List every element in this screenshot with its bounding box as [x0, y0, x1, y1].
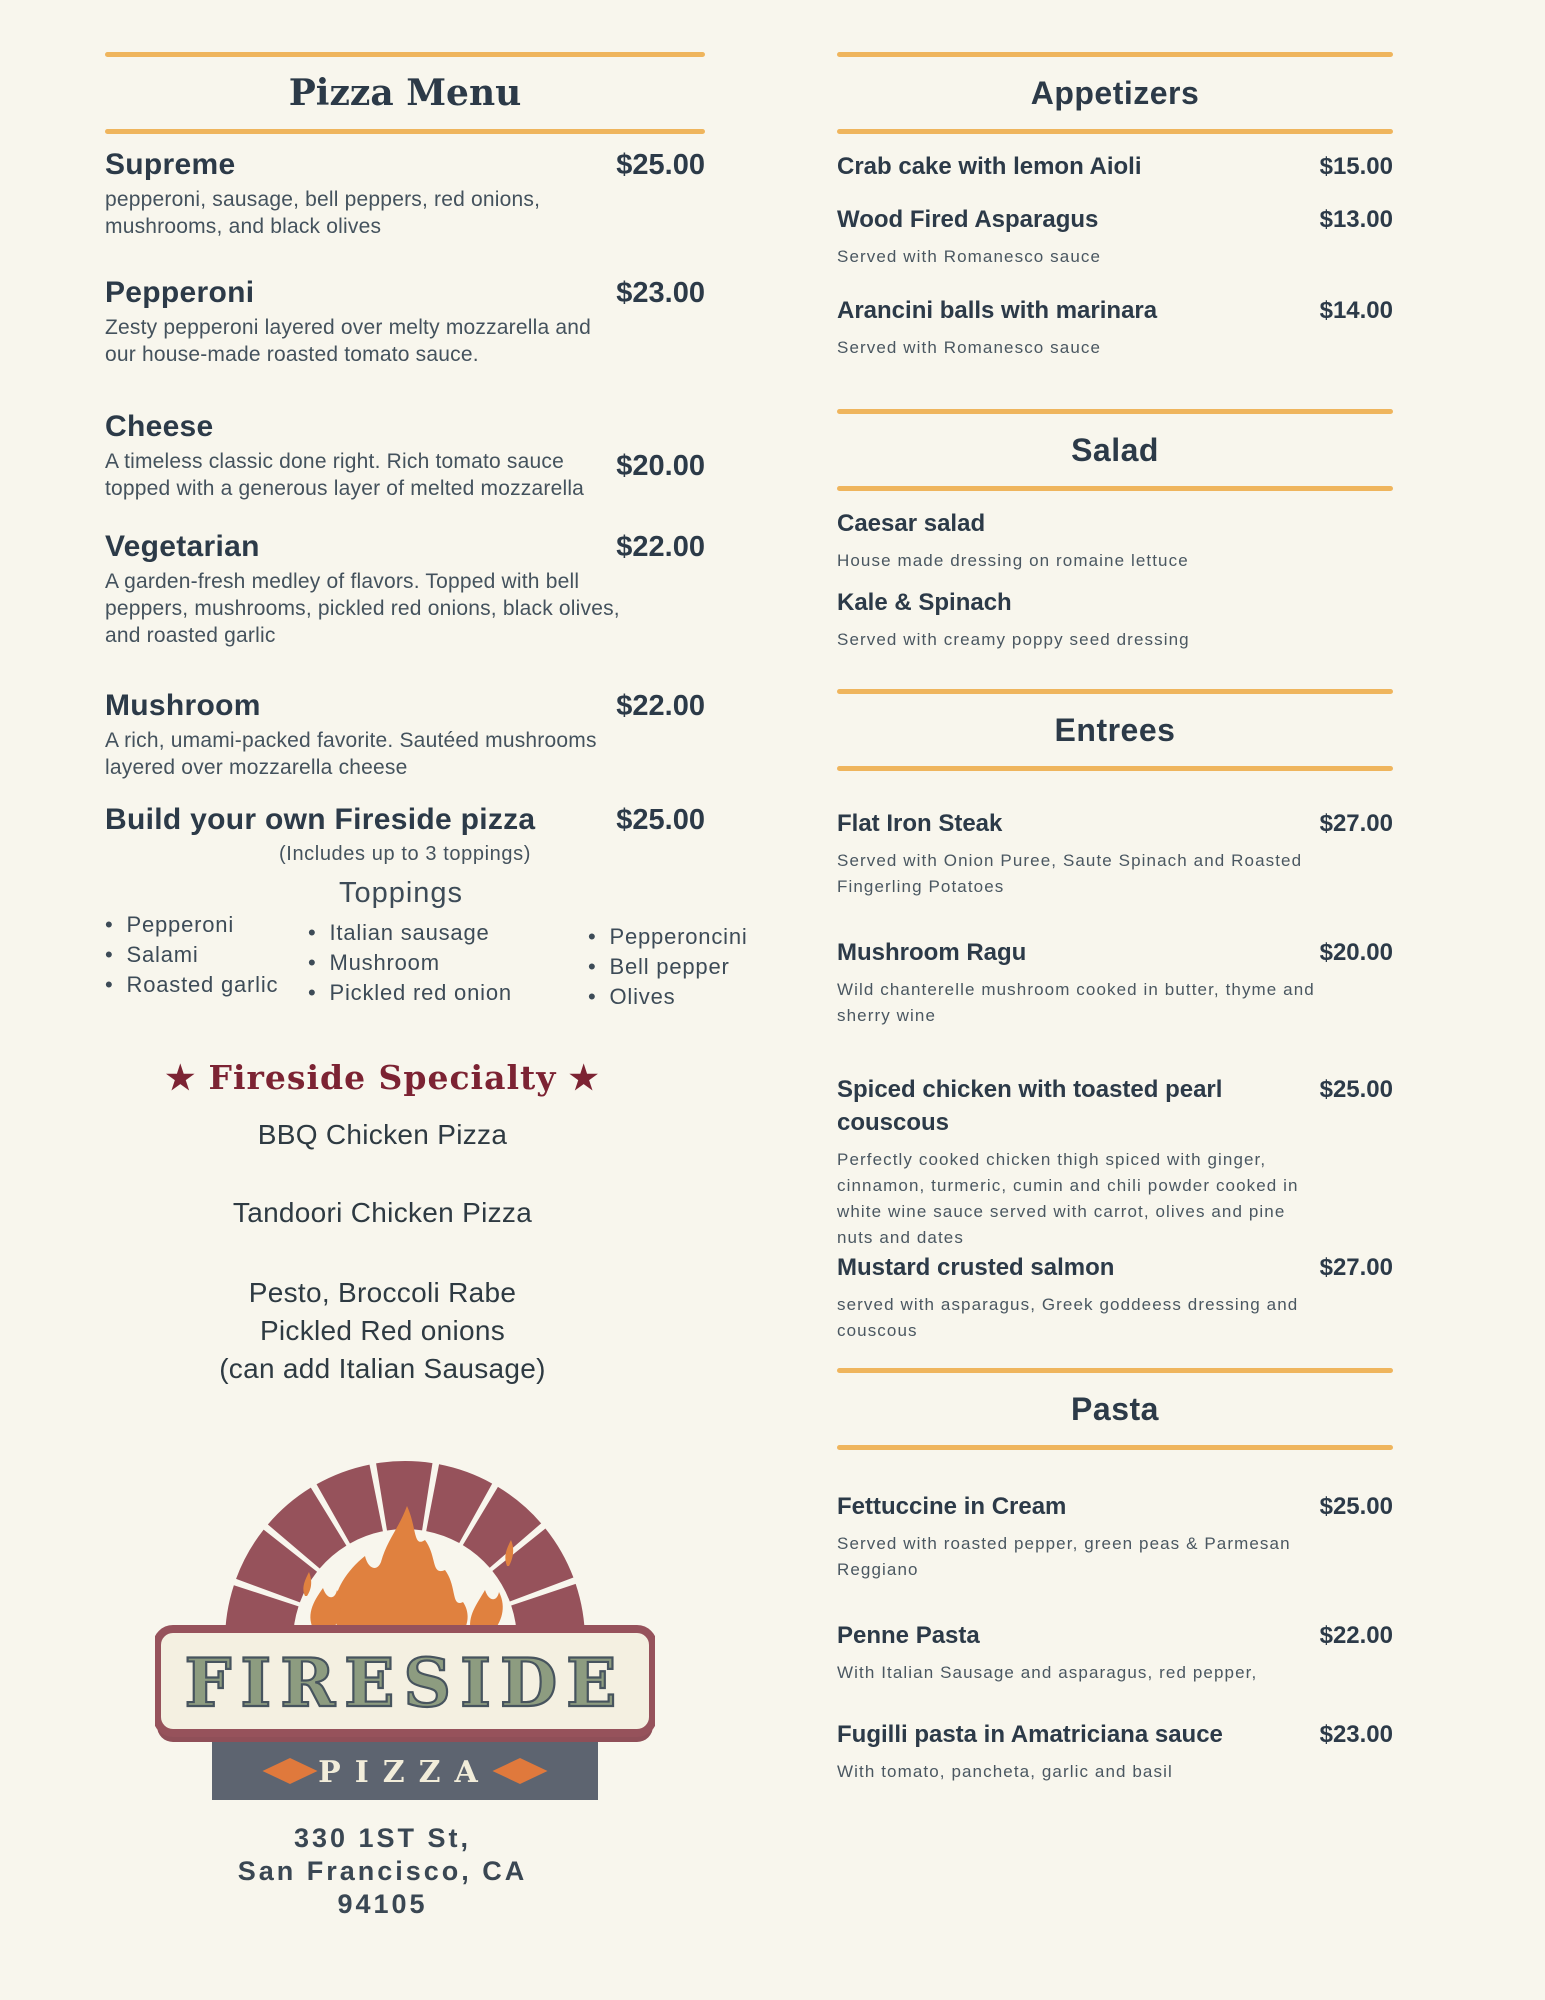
banner-label: PIZZA: [318, 1755, 492, 1790]
item-row: [837, 507, 1393, 540]
item-description: Served with Onion Puree, Saute Spinach and Roasted Fingerling Potatoes: [837, 851, 1303, 896]
item-row: [105, 410, 705, 444]
description-with-price: [105, 448, 705, 502]
toppings-column-2: [308, 918, 512, 1008]
menu-item: [837, 807, 1393, 900]
topping-item: • Italian sausage: [308, 918, 512, 948]
section-rule-top: [837, 52, 1393, 57]
menu-item: [837, 1619, 1393, 1686]
item-name: Mustard crusted salmon: [837, 1254, 1115, 1281]
specialty-item: (can add Italian Sausage): [219, 1353, 546, 1384]
menu-item: [837, 294, 1393, 361]
item-description: served with asparagus, Greek goddeess dressing and couscous: [837, 1295, 1299, 1340]
item-name: Mushroom Ragu: [837, 939, 1027, 966]
item-price: $25.00: [616, 149, 705, 181]
section-rule-top: [837, 409, 1393, 414]
item-row: [837, 1251, 1393, 1284]
item-price: $15.00: [1319, 153, 1393, 180]
item-name: Vegetarian: [105, 530, 260, 563]
section-heading: Pasta: [1071, 1391, 1159, 1427]
item-description: Served with roasted pepper, green peas & Parmesan Reggiano: [837, 1534, 1291, 1579]
item-description: Served with Romanesco sauce: [837, 338, 1102, 357]
toppings-column-3: [588, 922, 748, 1012]
address-block: [105, 1822, 660, 1921]
item-name: Supreme: [105, 148, 236, 181]
item-name: Cheese: [105, 410, 214, 443]
title-rule-top: [105, 52, 705, 57]
item-name: Mushroom: [105, 689, 261, 722]
item-description: House made dressing on romaine lettuce: [837, 551, 1189, 570]
topping-item: • Pepperoni: [105, 910, 278, 940]
specialty-block: [105, 1056, 660, 1388]
item-description: A garden-fresh medley of flavors. Topped with bell peppers, mushrooms, pickled red onions, black olives, and roasted garlic: [105, 570, 620, 647]
item-price: $22.00: [616, 531, 705, 563]
topping-item: • Bell pepper: [588, 952, 748, 982]
item-name: Caesar salad: [837, 510, 986, 537]
item-name: Penne Pasta: [837, 1622, 980, 1649]
toppings-block: [105, 876, 748, 1036]
item-price: $23.00: [1319, 1721, 1393, 1748]
item-price: $14.00: [1319, 297, 1393, 324]
item-row: [837, 1619, 1393, 1652]
specialty-item: Pesto, Broccoli Rabe: [248, 1277, 517, 1308]
item-description: With Italian Sausage and asparagus, red pepper,: [837, 1663, 1258, 1682]
item-price: $27.00: [1319, 810, 1393, 837]
toppings-note: (Includes up to 3 toppings): [279, 843, 531, 865]
section-heading: Salad: [1071, 432, 1159, 468]
item-description: Served with Romanesco sauce: [837, 247, 1102, 266]
toppings-heading: Toppings: [338, 877, 464, 909]
section-rule-bottom: [837, 1445, 1393, 1450]
item-row: [105, 803, 705, 837]
section-rule-bottom: [837, 486, 1393, 491]
item-row: [837, 294, 1393, 327]
menu-item-supreme: [105, 148, 705, 240]
left-column: [105, 0, 748, 1921]
specialty-item: Tandoori Chicken Pizza: [232, 1197, 533, 1228]
item-row: [105, 148, 705, 182]
address-line: San Francisco, CA: [237, 1856, 528, 1886]
item-price: $20.00: [616, 450, 705, 482]
item-row: [105, 689, 705, 723]
item-description: A timeless classic done right. Rich tomato sauce topped with a generous layer of melted mozzarella: [105, 450, 585, 500]
topping-item: • Salami: [105, 940, 278, 970]
address-line: 330 1ST St,: [293, 1823, 472, 1853]
menu-item: [837, 507, 1393, 574]
item-row: [105, 276, 705, 310]
section-heading: Appetizers: [1030, 75, 1200, 111]
item-row: [837, 586, 1393, 619]
menu-item-vegetarian: [105, 530, 705, 649]
section-rule-top: [837, 1368, 1393, 1373]
logo-wordmark: FIRESIDE: [184, 1644, 626, 1722]
menu-item-build-your-own: [105, 803, 705, 866]
item-row: [837, 1718, 1393, 1751]
item-name: Arancini balls with marinara: [837, 297, 1158, 324]
fireside-pizza-logo: [155, 1436, 655, 1808]
topping-item: • Olives: [588, 982, 748, 1012]
menu-item: [837, 1251, 1393, 1344]
item-price: $25.00: [1319, 1493, 1393, 1520]
section-rule-top: [837, 689, 1393, 694]
right-column: [837, 0, 1393, 1785]
section-pasta: [837, 1368, 1393, 1785]
item-row: [105, 530, 705, 564]
menu-item: [837, 1490, 1393, 1583]
item-row: [837, 203, 1393, 236]
item-description: A rich, umami-packed favorite. Sautéed mushrooms layered over mozzarella cheese: [105, 729, 597, 779]
item-row: [837, 150, 1393, 183]
topping-item: • Pickled red onion: [308, 978, 512, 1008]
item-price: $22.00: [1319, 1622, 1393, 1649]
menu-item: [837, 936, 1393, 1029]
item-description: Served with creamy poppy seed dressing: [837, 630, 1190, 649]
item-row: [837, 936, 1393, 969]
specialty-item: BBQ Chicken Pizza: [257, 1119, 508, 1150]
item-price: $13.00: [1319, 206, 1393, 233]
item-description: Zesty pepperoni layered over melty mozzarella and our house-made roasted tomato sauce.: [105, 316, 592, 366]
menu-item: [837, 586, 1393, 653]
item-price: $22.00: [616, 690, 705, 722]
item-price: $20.00: [1319, 939, 1393, 966]
item-description: With tomato, pancheta, garlic and basil: [837, 1762, 1173, 1781]
title-rule-bottom: [105, 129, 705, 134]
item-name: Fugilli pasta in Amatriciana sauce: [837, 1721, 1223, 1748]
topping-item: • Mushroom: [308, 948, 512, 978]
item-row: [837, 1490, 1393, 1523]
topping-item: • Roasted garlic: [105, 970, 278, 1000]
item-name: Flat Iron Steak: [837, 810, 1003, 837]
page-title: Pizza Menu: [288, 72, 522, 114]
menu-item: [837, 1718, 1393, 1785]
item-name: Kale & Spinach: [837, 589, 1012, 616]
menu-item: [837, 150, 1393, 183]
item-name: Fettuccine in Cream: [837, 1493, 1067, 1520]
item-description: Wild chanterelle mushroom cooked in butter, thyme and sherry wine: [837, 980, 1315, 1025]
menu-item-cheese: [105, 410, 705, 502]
specialty-heading: ★ Fireside Specialty ★: [165, 1058, 600, 1097]
item-row: [837, 807, 1393, 840]
section-appetizers: [837, 52, 1393, 361]
section-heading: Entrees: [1054, 712, 1176, 748]
section-rule-bottom: [837, 766, 1393, 771]
item-price: $25.00: [616, 804, 705, 836]
item-price: $25.00: [1319, 1076, 1393, 1103]
address-line: 94105: [337, 1889, 428, 1919]
item-description: Perfectly cooked chicken thigh spiced with ginger, cinnamon, turmeric, cumin and chili powder cooked in white wine sauce served with carrot, olives and pine nuts and dates: [837, 1150, 1299, 1247]
section-entrees: [837, 689, 1393, 1344]
menu-item-mushroom: [105, 689, 705, 781]
menu-item: [837, 1073, 1393, 1251]
menu-item-pepperoni: [105, 276, 705, 368]
toppings-column-1: [105, 910, 278, 1000]
section-rule-bottom: [837, 129, 1393, 134]
item-row: [837, 1073, 1393, 1139]
menu-item: [837, 203, 1393, 270]
item-description: pepperoni, sausage, bell peppers, red onions, mushrooms, and black olives: [105, 188, 541, 238]
item-price: $23.00: [616, 277, 705, 309]
item-name: Pepperoni: [105, 276, 255, 309]
item-name: Wood Fired Asparagus: [837, 206, 1099, 233]
section-salad: [837, 409, 1393, 653]
topping-item: • Pepperoncini: [588, 922, 748, 952]
item-price: $27.00: [1319, 1254, 1393, 1281]
specialty-item: Pickled Red onions: [259, 1315, 506, 1346]
item-name: Build your own Fireside pizza: [105, 803, 536, 836]
item-name: Spiced chicken with toasted pearl couscous: [837, 1076, 1223, 1136]
item-name: Crab cake with lemon Aioli: [837, 153, 1142, 180]
